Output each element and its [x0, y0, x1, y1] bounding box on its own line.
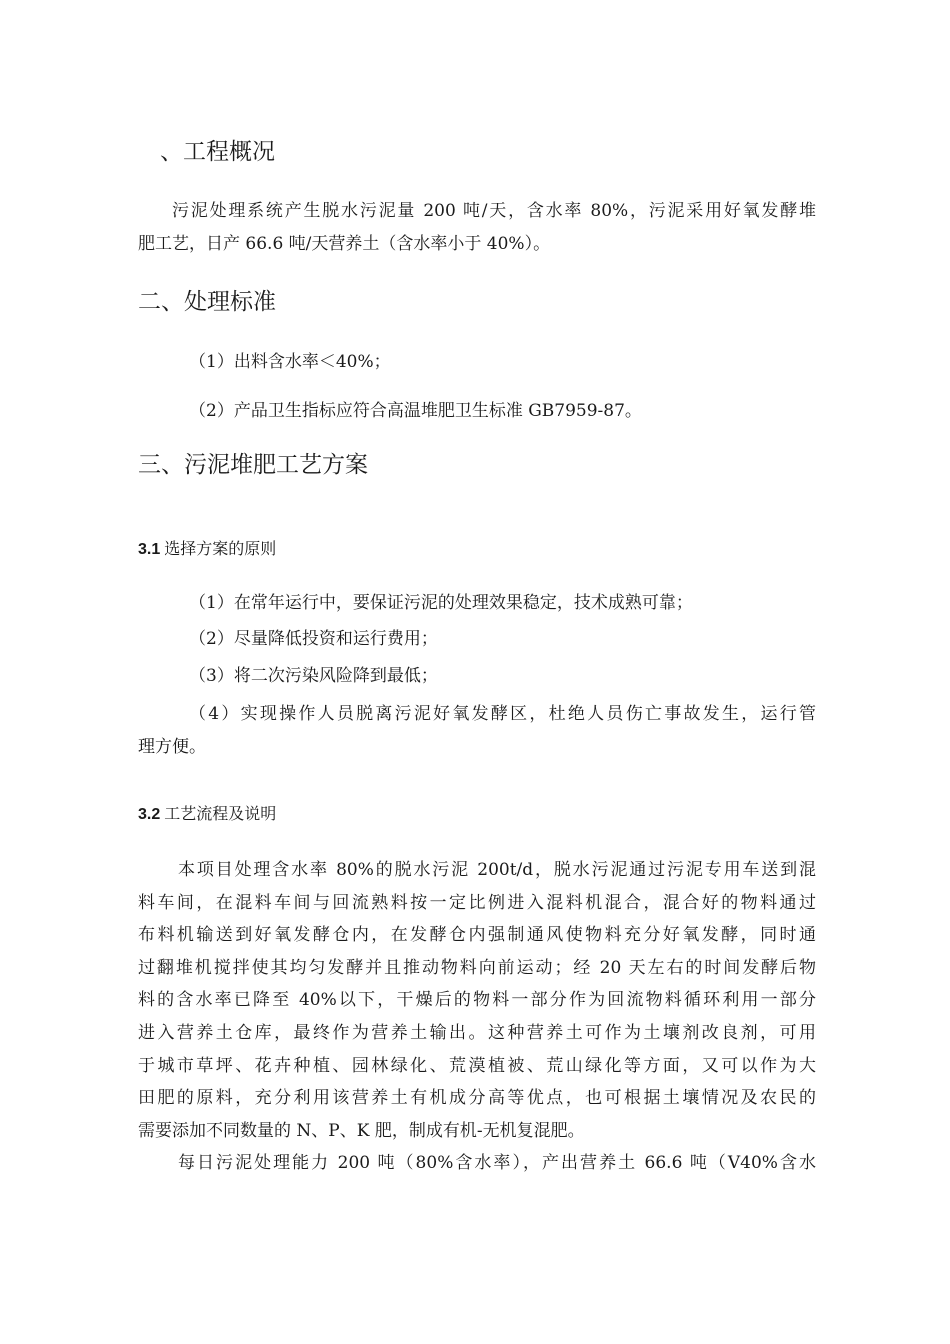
overview-paragraph — [138, 198, 816, 263]
principle-item: （2）尽量降低投资和运行费用； — [189, 629, 438, 649]
principle-item: （1）在常年运行中，要保证污泥的处理效果稳定，技术成熟可靠； — [189, 593, 693, 613]
principle-item: （3）将二次污染风险降到最低； — [189, 666, 438, 686]
section-heading-process: 三、污泥堆肥工艺方案 — [138, 452, 368, 478]
section-heading-standards: 二、处理标准 — [138, 289, 276, 315]
subsection-title: 选择方案的原则 — [164, 539, 277, 558]
standard-item: （2）产品卫生指标应符合高温堆肥卫生标准 GB7959-87。 — [189, 401, 642, 421]
process-description-paragraph — [138, 857, 816, 1183]
paragraph-line: 过翻堆机搅拌使其均匀发酵并且推动物料向前运动；经 20 天左右的时间发酵后物 — [138, 957, 816, 978]
subsection-number: 3.2 — [138, 806, 161, 823]
standard-item: （1）出料含水率＜40%； — [189, 352, 391, 372]
paragraph-line: 肥工艺，日产 66.6 吨/天营养土（含水率小于 40%）。 — [138, 233, 551, 254]
principle-item-wrapped — [138, 701, 816, 766]
paragraph-line: 污泥处理系统产生脱水污泥量 200 吨/天，含水率 80%，污泥采用好氧发酵堆 — [172, 201, 816, 221]
paragraph-line: 田肥的原料，充分利用该营养土有机成分高等优点，也可根据土壤情况及农民的 — [138, 1088, 816, 1109]
paragraph-line: 进入营养土仓库，最终作为营养土输出。这种营养土可作为土壤剂改良剂，可用 — [138, 1022, 816, 1043]
paragraph-line: 本项目处理含水率 80%的脱水污泥 200t/d，脱水污泥通过污泥专用车送到混 — [178, 860, 816, 880]
paragraph-line: 布料机输送到好氧发酵仓内，在发酵仓内强制通风使物料充分好氧发酵，同时通 — [138, 925, 816, 946]
subsection-number: 3.1 — [138, 541, 161, 558]
paragraph-line: 需要添加不同数量的 N、P、K 肥，制成有机-无机复混肥。 — [138, 1120, 585, 1141]
paragraph-line: 于城市草坪、花卉种植、园林绿化、荒漠植被、荒山绿化等方面，又可以作为大 — [138, 1055, 816, 1076]
paragraph-line: （4）实现操作人员脱离污泥好氧发酵区，杜绝人员伤亡事故发生，运行管 — [189, 704, 816, 724]
subsection-title: 工艺流程及说明 — [164, 804, 277, 823]
subsection-heading-flow — [138, 802, 276, 827]
paragraph-line: 料车间，在混料车间与回流熟料按一定比例进入混料机混合，混合好的物料通过 — [138, 892, 816, 913]
section-heading-overview: 、工程概况 — [160, 139, 275, 165]
paragraph-line-capacity: 每日污泥处理能力 200 吨（80%含水率），产出营养土 66.6 吨（V40%含水 — [178, 1153, 816, 1174]
paragraph-line: 理方便。 — [138, 736, 206, 757]
subsection-heading-principles — [138, 537, 276, 562]
paragraph-line: 料的含水率已降至 40%以下，干燥后的物料一部分作为回流物料循环利用一部分 — [138, 990, 816, 1011]
